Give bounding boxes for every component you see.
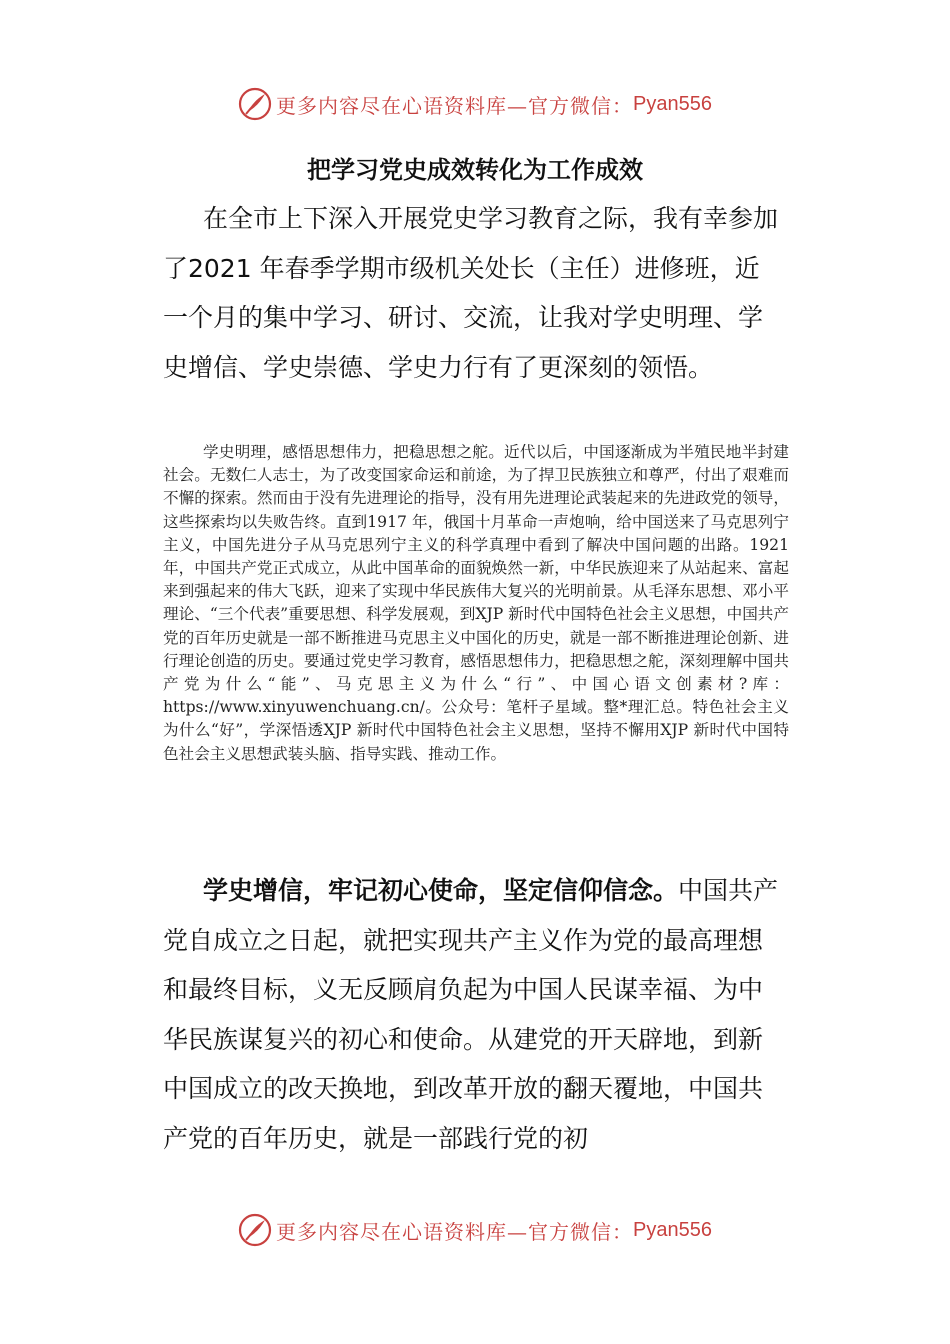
- header-wechat-id: Pyan556: [633, 92, 712, 115]
- footer-banner-text: 更多内容尽在心语资料库—官方微信：: [276, 1219, 634, 1244]
- section1-paragraph: 学史明理，感悟思想伟力，把稳思想之舵。近代以后，中国逐渐成为半殖民地半封建社会。无数仁人志士，为了改变国家命运和前途，为了捍卫民族独立和尊严，付出了艰难而不懈的探索。然而由于没有先进理论的指导，没有用先进理论武装起来的先进政党的领导，这些探索均以失败告终。直到1917 年，俄国十月革命一声炮响，给中国送来了马克思列宁主义，中国先进分子从马克思列宁主义的科学真理中看到了解决中国问题的出路。1921 年，中国共产党正式成立，从此中国革命的面貌焕然一新，中华民族迎来了从站起来、富起来到强起来的伟大飞跃，迎来了实现中华民族伟大复兴的光明前景。从毛泽东思想、邓小平理论、“三个代表”重要思想、科学发展观，到XJP 新时代中国特色社会主义思想，中国共产党的百年历史就是一部不断推进马克思主义中国化的历史，就是一部不断推进理论创新、进行理论创造的历史。要通过党史学习教育，感悟思想伟力，把稳思想之舵，深刻理解中国共产党为什么“能”、马克思主义为什么“行”、中国心语文创素材?库：https://www.xinyuwenchuang.cn/。公众号：笔杆子星域。整*理汇总。特色社会主义为什么“好”，学深悟透XJP 新时代中国特色社会主义思想，坚持不懈用XJP 新时代中国特色社会主义思想武装头脑、指导实践、推动工作。: [163, 443, 789, 763]
- section2-paragraph: [163, 866, 783, 1163]
- footer-wechat-id: Pyan556: [633, 1218, 712, 1241]
- section2-heading: 学史增信，牢记初心使命，坚定信仰信念。: [203, 876, 679, 905]
- footer-banner: [0, 1208, 950, 1252]
- quill-logo-icon: [238, 87, 272, 121]
- quill-logo-icon: [238, 1213, 272, 1247]
- document-title: 把学习党史成效转化为工作成效: [307, 156, 643, 184]
- header-banner: [0, 82, 950, 126]
- section2-body: 中国共产党自成立之日起，就把实现共产主义作为党的最高理想和最终目标，义无反顾肩负起为中国人民谋幸福、为中华民族谋复兴的初心和使命。从建党的开天辟地，到新中国成立的改天换地，到改革开放的翻天覆地，中国共产党的百年历史，就是一部践行党的初: [163, 876, 779, 1153]
- intro-paragraph: 在全市上下深入开展党史学习教育之际，我有幸参加了2021 年春季学期市级机关处长（主任）进修班，近一个月的集中学习、研讨、交流，让我对学史明理、学史增信、学史崇德、学史力行有了更深刻的领悟。: [163, 204, 779, 382]
- header-banner-text: 更多内容尽在心语资料库—官方微信：: [276, 93, 634, 118]
